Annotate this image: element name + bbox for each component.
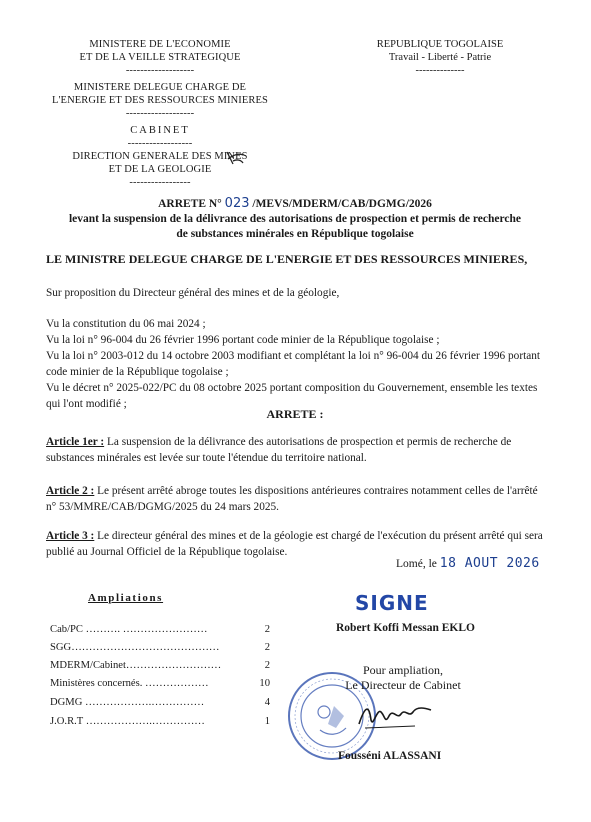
date-stamp: 18 AOUT 2026 [439,556,540,571]
ministry-line: MINISTERE DELEGUE CHARGE DE [73,82,247,93]
separator: ------------------- [125,108,195,119]
arrete-heading: ARRETE : [266,407,324,421]
ampliation-count: 4 [264,697,270,708]
article-2 [46,483,546,515]
handwritten-number: 023 [224,196,250,211]
separator: ------------------- [125,65,195,76]
separator: ----------------- [129,177,191,188]
ampliation-label: Ministères concernés. ……………… [50,678,209,689]
cabinet-label: CABINET [130,125,190,136]
ampliation-row [50,642,270,653]
ampliation-row [50,697,270,708]
ampliation-label: J.O.R.T ……………….…………… [50,716,205,727]
handwritten-initials-icon [225,149,247,167]
visa-item: Vu la loi n° 96-004 du 26 février 1996 portant code minier de la République togolaise ; [46,334,440,346]
article-label: Article 2 : [46,485,95,497]
article-text: Le présent arrêté abroge toutes les dispositions antérieures contraires notamment celles de l'arrêté n° 53/MMRE/CAB/DGMG/2025 du 24 mars 2025. [46,485,538,513]
ampliation-row [50,624,270,635]
ampliations-title: Ampliations [88,592,164,604]
ampliation-label: Cab/PC ………. …………………… [50,624,208,635]
ampliation-label: DGMG ……………….…………… [50,697,205,708]
republic-header [360,38,520,77]
place-date [396,556,540,571]
ampliation-count: 2 [264,624,270,635]
ampliation-count: 1 [264,716,270,727]
motto: Travail - Liberté - Patrie [388,52,492,63]
ampliation-row [50,678,270,689]
decree-subject: de substances minérales en République togolaise [176,228,414,240]
ministry-line: ET DE LA VEILLE STRATEGIQUE [79,52,241,63]
article-label: Article 1er : [46,436,105,448]
visas [46,316,546,412]
visa-item: Vu le décret n° 2025-022/PC du 08 octobre 2025 portant composition du Gouvernement, ensemble les textes qui l'ont modifié ; [46,382,538,410]
minister-heading: LE MINISTRE DELEGUE CHARGE DE L'ENERGIE ET DES RESSOURCES MINIERES, [46,252,528,266]
signe-stamp: SIGNE [355,591,429,615]
separator: ------------------ [127,138,193,149]
ministry-header [30,38,290,189]
decree-subject: levant la suspension de la délivrance des autorisations de prospection et permis de recherche [68,213,521,225]
pour-ampliation-label: Pour ampliation, [363,663,443,677]
signature-icon [355,698,435,732]
place: Lomé, le [396,558,437,570]
ampliation-count: 2 [264,660,270,671]
ampliation-count: 2 [264,642,270,653]
ampliation-label: MDERM/Cabinet……………………… [50,660,222,671]
ministry-line: MINISTERE DE L'ECONOMIE [89,39,231,50]
country-name: REPUBLIQUE TOGOLAISE [376,39,504,50]
directeur-title: Le Directeur de Cabinet [345,678,461,692]
visa-item: Vu la constitution du 06 mai 2024 ; [46,318,206,330]
ampliation-row [50,716,270,727]
article-text: La suspension de la délivrance des autorisations de prospection et permis de recherche de substances minérales est levée sur toute l'étendue du territoire national. [46,436,512,464]
pour-ampliation [338,663,468,693]
article-label: Article 3 : [46,530,95,542]
signer-name: Robert Koffi Messan EKLO [336,622,475,634]
ampliation-count: 10 [259,678,270,689]
ampliation-label: SGG…………………………………… [50,642,220,653]
separator: -------------- [415,65,465,76]
proposition-text: Sur proposition du Directeur général des mines et de la géologie, [46,287,340,299]
second-signer-name: Fousséni ALASSANI [338,750,442,762]
ampliation-row [50,660,270,671]
ministry-line: L'ENERGIE ET DES RESSOURCES MINIERES [52,95,268,106]
visa-item: Vu la loi n° 2003-012 du 14 octobre 2003 modifiant et complétant la loi n° 96-004 du 26 février 1996 portant code minier de la République togolaise ; [46,350,541,378]
decree-number-suffix: /MEVS/MDERM/CAB/DGMG/2026 [252,198,432,210]
article-text: Le directeur général des mines et de la géologie est chargé de l'exécution du présent arrêté qui sera publié au Journal Officiel de la République togolaise. [46,530,543,558]
decree-title [30,196,560,242]
directorate-line: DIRECTION GENERALE DES MINES [72,151,248,162]
directorate-line: ET DE LA GEOLOGIE [108,164,212,175]
decree-number-prefix: ARRETE N° [158,198,222,210]
decree-number [30,196,560,212]
article-1 [46,434,546,466]
proposition [46,285,546,301]
